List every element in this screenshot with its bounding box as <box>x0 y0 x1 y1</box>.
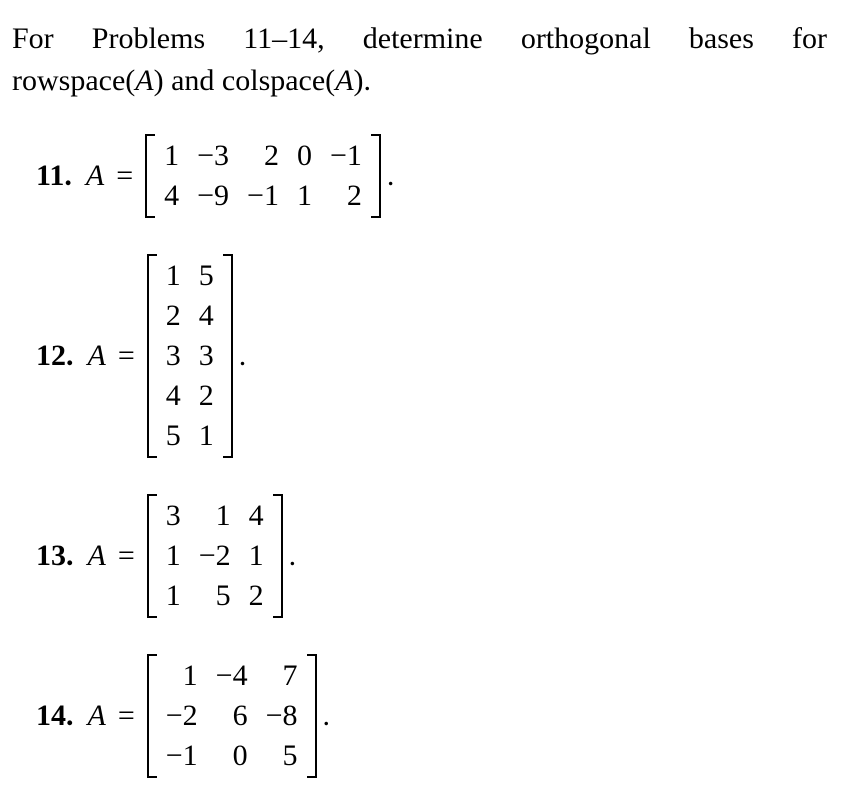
terminator: . <box>386 159 395 192</box>
matrix-cell: 7 <box>282 659 298 692</box>
problem-14 <box>36 654 330 778</box>
matrix-cell: 1 <box>198 419 214 452</box>
matrix-row <box>157 496 273 536</box>
matrix-cell: 4 <box>248 499 264 532</box>
matrix-cell: 2 <box>263 139 279 172</box>
matrix-cell: 1 <box>296 179 312 212</box>
matrix-cell: 3 <box>198 339 214 372</box>
matrix-cell: 4 <box>165 379 181 412</box>
matrix-cell: 1 <box>182 659 198 692</box>
matrix-body <box>157 496 273 616</box>
equals-sign: = <box>117 699 135 732</box>
intro-text-a: rowspace( <box>12 64 136 97</box>
matrix-cell: −1 <box>165 739 198 772</box>
matrix-row <box>157 576 273 616</box>
matrix-body <box>157 656 307 776</box>
matrix-cell: −9 <box>197 179 230 212</box>
intro-text: For Problems 11–14, determine orthogonal bases for <box>12 22 827 55</box>
matrix-body <box>157 256 223 456</box>
matrix-cell: 1 <box>165 539 181 572</box>
matrix-cell: −8 <box>265 699 298 732</box>
matrix-cell: 6 <box>232 699 248 732</box>
matrix-row <box>157 256 223 296</box>
intro-line-1 <box>12 18 827 60</box>
terminator: . <box>238 339 247 372</box>
matrix-cell: 5 <box>198 259 214 292</box>
matrix-row <box>157 296 223 336</box>
matrix-row <box>157 696 307 736</box>
intro-text-b: ) and colspace( <box>153 64 336 97</box>
matrix-cell: 5 <box>215 579 231 612</box>
matrix-cell: 0 <box>232 739 248 772</box>
intro-var-2: A <box>335 64 354 97</box>
matrix-cell: 2 <box>248 579 264 612</box>
matrix-row <box>155 136 371 176</box>
equals-sign: = <box>116 159 134 192</box>
equals-sign: = <box>117 539 135 572</box>
matrix-row <box>157 656 307 696</box>
problem-11 <box>36 134 394 218</box>
matrix-cell: 4 <box>164 179 180 212</box>
matrix-variable: A <box>85 159 105 192</box>
matrix-variable: A <box>87 699 106 732</box>
matrix-cell: −2 <box>198 539 231 572</box>
matrix-row <box>157 736 307 776</box>
matrix-row <box>155 176 371 216</box>
equals-sign: = <box>117 339 135 372</box>
terminator: . <box>322 699 331 732</box>
matrix-cell: 2 <box>165 299 181 332</box>
matrix-cell: 1 <box>248 539 264 572</box>
matrix-row <box>157 376 223 416</box>
terminator: . <box>288 539 297 572</box>
intro-var-1: A <box>135 64 154 97</box>
matrix-cell: 2 <box>198 379 214 412</box>
matrix-cell: 1 <box>215 499 231 532</box>
matrix-cell: 3 <box>165 339 181 372</box>
matrix-row <box>157 416 223 456</box>
problem-number: 11. <box>36 159 72 192</box>
matrix-cell: 5 <box>282 739 298 772</box>
matrix-cell: −2 <box>165 699 198 732</box>
matrix-cell: 1 <box>165 579 181 612</box>
matrix-cell: −1 <box>247 179 279 212</box>
problem-number: 13. <box>36 539 74 572</box>
matrix-cell: 4 <box>198 299 214 332</box>
matrix-variable: A <box>87 339 106 372</box>
matrix-cell: 1 <box>164 139 180 172</box>
matrix-cell: 5 <box>165 419 181 452</box>
matrix-cell: 2 <box>346 179 362 212</box>
matrix <box>147 254 233 458</box>
intro-line-2 <box>12 60 371 102</box>
matrix <box>145 134 381 218</box>
matrix-cell: 1 <box>165 259 181 292</box>
problem-12 <box>36 254 246 458</box>
matrix-body <box>155 136 371 216</box>
matrix-row <box>157 336 223 376</box>
matrix-cell: 3 <box>165 499 181 532</box>
matrix-variable: A <box>87 539 106 572</box>
matrix-cell: 0 <box>296 139 312 172</box>
matrix <box>147 654 317 778</box>
matrix-cell: −3 <box>197 139 230 172</box>
matrix <box>147 494 283 618</box>
intro-text-c: ). <box>353 64 372 97</box>
problem-13 <box>36 494 296 618</box>
problem-number: 12. <box>36 339 74 372</box>
matrix-cell: −4 <box>215 659 248 692</box>
problem-number: 14. <box>36 699 74 732</box>
matrix-cell: −1 <box>329 139 362 172</box>
matrix-row <box>157 536 273 576</box>
